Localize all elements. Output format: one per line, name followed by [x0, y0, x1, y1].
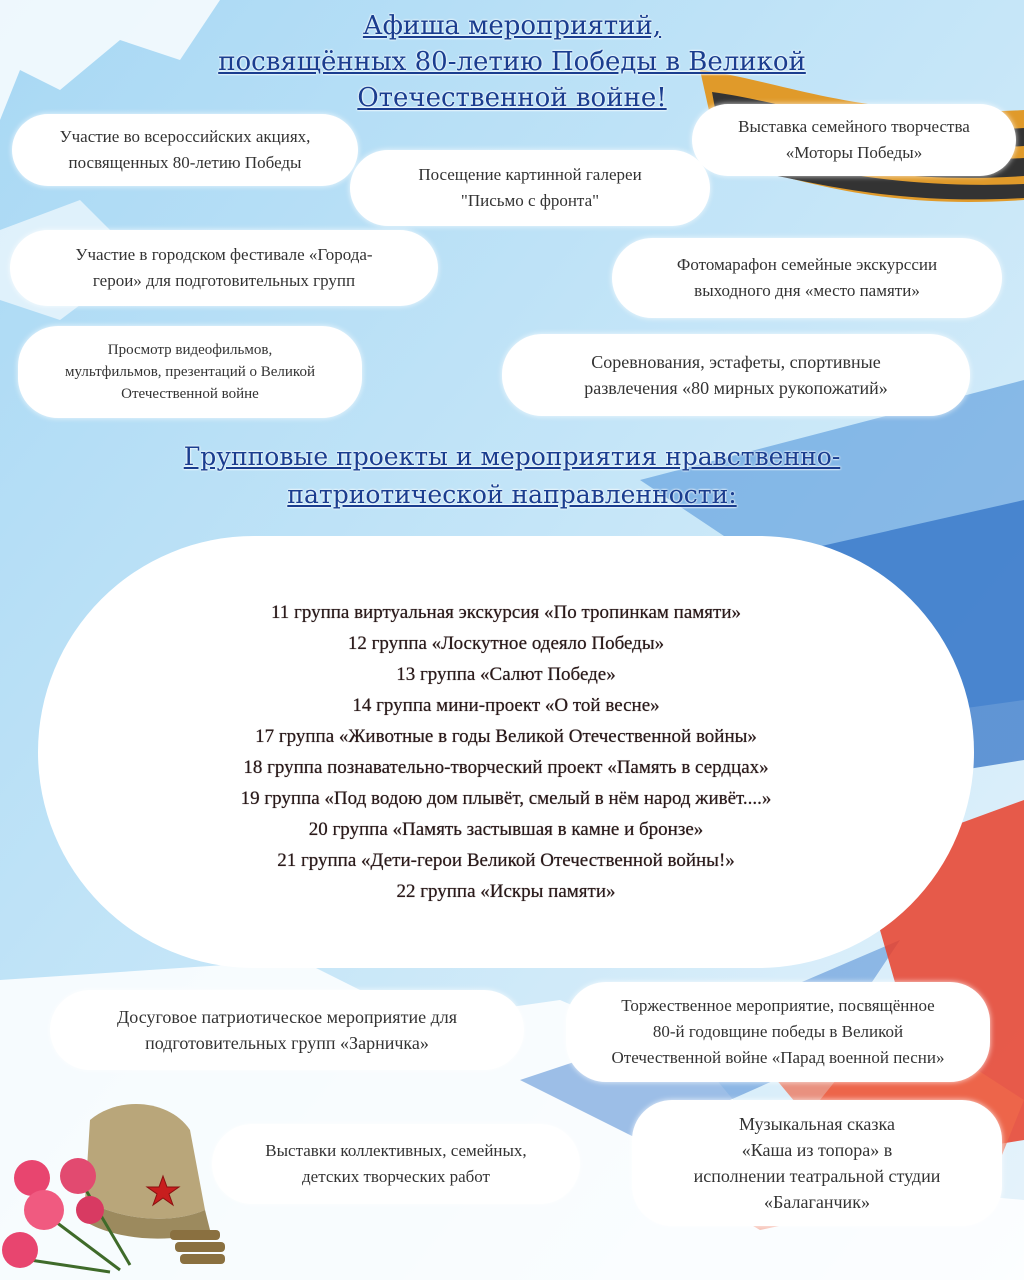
event-card — [12, 114, 358, 186]
event-card — [18, 326, 362, 418]
event-line: Отечественной войне «Парад военной песни» — [611, 1048, 945, 1067]
projects-heading — [0, 438, 1024, 514]
event-line: детских творческих работ — [302, 1167, 490, 1186]
event-line: «Моторы Победы» — [785, 143, 923, 162]
list-item: 21 группа «Дети-герои Великой Отечественной войны!» — [277, 850, 735, 871]
event-line: развлечения «80 мирных рукопожатий» — [584, 378, 888, 398]
event-line: Досуговое патриотическое мероприятие для — [117, 1007, 457, 1027]
event-card — [566, 982, 990, 1082]
event-line: «Каша из топора» в — [741, 1140, 893, 1160]
heading-line: Групповые проекты и мероприятия нравственно- — [183, 442, 841, 471]
event-line: посвященных 80-летию Победы — [68, 153, 302, 172]
carnation-icon — [2, 1158, 104, 1268]
event-line: 80-й годовщине победы в Великой — [652, 1022, 904, 1041]
event-line: подготовительных групп «Зарничка» — [145, 1033, 429, 1053]
event-line: герои» для подготовительных групп — [92, 271, 356, 290]
list-item: 13 группа «Салют Победе» — [396, 664, 616, 685]
list-item: 18 группа познавательно-творческий проект «Память в сердцах» — [243, 757, 769, 778]
list-item: 17 группа «Животные в годы Великой Отечественной войны» — [255, 726, 757, 747]
event-card — [212, 1124, 580, 1204]
event-card — [502, 334, 970, 416]
list-item: 22 группа «Искры памяти» — [396, 881, 616, 902]
event-line: мультфильмов, презентаций о Великой — [65, 364, 315, 380]
memorial-decoration — [0, 1090, 240, 1280]
list-item: 11 группа виртуальная экскурсия «По тропинкам памяти» — [270, 602, 742, 623]
event-line: исполнении театральной студии — [693, 1166, 941, 1186]
cartridges-icon — [170, 1230, 225, 1264]
list-item: 19 группа «Под водою дом плывёт, смелый в нём народ живёт....» — [240, 788, 772, 809]
event-line: выходного дня «место памяти» — [694, 281, 920, 300]
event-card — [50, 990, 524, 1070]
title-line: Отечественной войне! — [357, 83, 667, 113]
event-card — [10, 230, 438, 306]
event-line: "Письмо с фронта" — [460, 191, 600, 210]
event-card — [612, 238, 1002, 318]
list-item: 20 группа «Память застывшая в камне и бронзе» — [308, 819, 704, 840]
event-line: Просмотр видеофильмов, — [107, 342, 273, 358]
event-line: Торжественное мероприятие, посвящённое — [621, 996, 935, 1015]
event-line: Выставки коллективных, семейных, — [265, 1141, 527, 1160]
event-line: Участие во всероссийских акциях, — [59, 127, 311, 146]
list-item: 12 группа «Лоскутное одеяло Победы» — [347, 633, 665, 654]
event-line: Выставка семейного творчества — [738, 117, 970, 136]
heading-line: патриотической направленности: — [287, 480, 737, 509]
event-line: Участие в городском фестивале «Города- — [75, 245, 373, 264]
page-title — [0, 8, 1024, 116]
event-line: Посещение картинной галереи — [418, 165, 642, 184]
event-line: Соревнования, эстафеты, спортивные — [591, 352, 881, 372]
group-projects-list — [38, 536, 974, 968]
event-line: Музыкальная сказка — [739, 1114, 895, 1134]
list-item: 14 группа мини-проект «О той весне» — [352, 695, 660, 716]
title-line: посвящённых 80-летию Победы в Великой — [218, 47, 806, 77]
event-card — [632, 1100, 1002, 1226]
event-line: Отечественной войне — [121, 386, 259, 402]
event-line: «Балаганчик» — [764, 1192, 870, 1212]
event-line: Фотомарафон семейные экскурссии — [676, 255, 938, 274]
event-card — [350, 150, 710, 226]
title-line: Афиша мероприятий, — [362, 11, 662, 41]
